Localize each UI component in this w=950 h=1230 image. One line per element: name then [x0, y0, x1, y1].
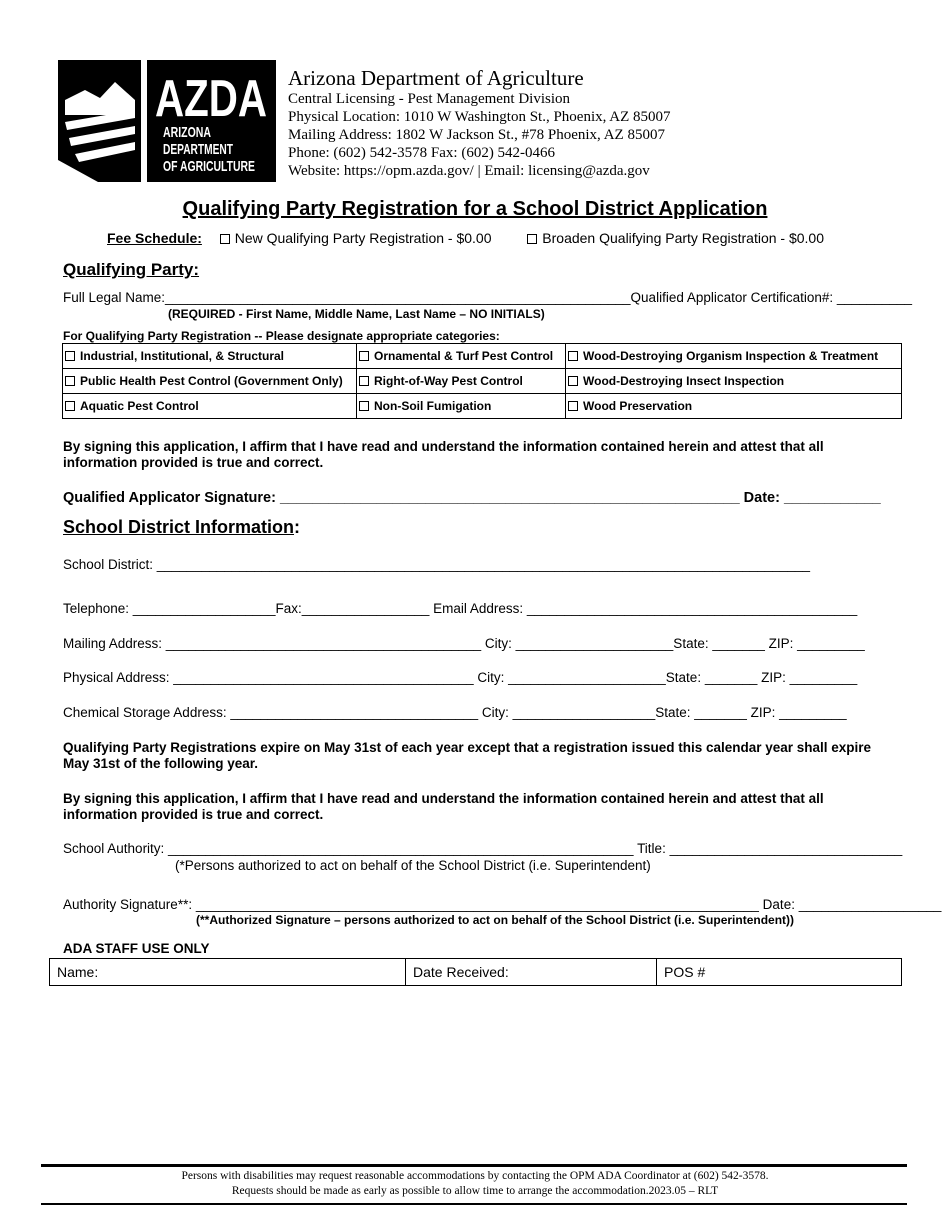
svg-text:OF AGRICULTURE: OF AGRICULTURE: [163, 158, 255, 175]
category-option[interactable]: Wood Preservation: [566, 394, 902, 419]
checkbox-icon[interactable]: [65, 351, 75, 361]
footer-divider-top: [41, 1164, 907, 1167]
school-district-heading: School District Information:: [63, 517, 301, 537]
authority-signature-note: (**Authorized Signature – persons authorized to act on behalf of the School District (i.e. Superintendent)): [196, 913, 795, 927]
footer-line-1: Persons with disabilities may request reasonable accommodations by contacting the OPM ADA Coordinator at (602) 542-3578.: [181, 1170, 769, 1182]
mailing-address-field[interactable]: Mailing Address: __________________________________________ City: _____________________State: _______ ZIP: _________: [63, 636, 865, 651]
division: Central Licensing - Pest Management Division: [288, 91, 571, 107]
authority-signature-field[interactable]: Authority Signature**: ___________________________________________________________________________ Date: ___________________: [63, 897, 942, 912]
staff-use-table: [49, 958, 902, 986]
fee-schedule-label: Fee Schedule:: [107, 230, 202, 246]
sd-affirmation: By signing this application, I affirm that I have read and understand the information contained herein and attest that all information provided is true and correct.: [63, 791, 824, 822]
staff-pos-cell[interactable]: POS #: [657, 959, 902, 986]
checkbox-icon[interactable]: [568, 401, 578, 411]
category-option[interactable]: Aquatic Pest Control: [63, 394, 357, 419]
qp-affirmation: By signing this application, I affirm that I have read and understand the information contained herein and attest that all information provided is true and correct.: [63, 439, 824, 470]
qa-signature-field[interactable]: : _________________________________________________________ Date: ____________: [271, 490, 881, 506]
telephone-fax-email-field[interactable]: Telephone: ___________________Fax:_________________ Email Address: ____________________________________________: [63, 601, 858, 616]
svg-text:ARIZONA: ARIZONA: [163, 124, 212, 141]
website-email: Website: https://opm.azda.gov/ | Email: licensing@azda.gov: [288, 163, 650, 179]
category-option[interactable]: Ornamental & Turf Pest Control: [357, 344, 566, 369]
physical-location: Physical Location: 1010 W Washington St., Phoenix, AZ 85007: [288, 109, 671, 125]
checkbox-icon[interactable]: [359, 351, 369, 361]
qualifying-party-heading: Qualifying Party:: [63, 260, 200, 279]
checkbox-icon[interactable]: [527, 234, 537, 244]
qa-signature-label: Qualified Applicator Signature: [63, 490, 272, 506]
checkbox-icon[interactable]: [568, 376, 578, 386]
svg-text:AZDA: AZDA: [155, 70, 267, 128]
school-authority-note: (*Persons authorized to act on behalf of the School District (i.e. Superintendent): [175, 858, 651, 873]
svg-text:DEPARTMENT: DEPARTMENT: [163, 141, 233, 158]
phone-fax: Phone: (602) 542-3578 Fax: (602) 542-0466: [288, 145, 556, 161]
footer-divider-bottom: [41, 1203, 907, 1205]
physical-address-field[interactable]: Physical Address: ________________________________________ City: _____________________State: _______ ZIP: _________: [63, 670, 858, 685]
category-table: [62, 343, 902, 419]
staff-name-cell[interactable]: Name:: [50, 959, 406, 986]
fee-schedule: [107, 230, 824, 246]
full-legal-name-field[interactable]: Full Legal Name:______________________________________________________________Qualified Applicator Certification#: __________: [63, 290, 912, 305]
category-row: [63, 344, 902, 369]
staff-date-received-cell[interactable]: Date Received:: [406, 959, 657, 986]
category-row: [63, 369, 902, 394]
category-option[interactable]: Right-of-Way Pest Control: [357, 369, 566, 394]
mailing-address: Mailing Address: 1802 W Jackson St., #78 Phoenix, AZ 85007: [288, 127, 665, 143]
categories-intro: For Qualifying Party Registration -- Please designate appropriate categories:: [63, 329, 500, 343]
fee-option-new[interactable]: New Qualifying Party Registration - $0.00: [220, 230, 492, 246]
checkbox-icon[interactable]: [359, 376, 369, 386]
checkbox-icon[interactable]: [220, 234, 230, 244]
category-option[interactable]: Wood-Destroying Insect Inspection: [566, 369, 902, 394]
table-row: [50, 959, 902, 986]
checkbox-icon[interactable]: [65, 401, 75, 411]
school-authority-field[interactable]: School Authority: ______________________________________________________________ Title: _______________________________: [63, 841, 903, 856]
checkbox-icon[interactable]: [568, 351, 578, 361]
name-requirement-note: (REQUIRED - First Name, Middle Name, Last Name – NO INITIALS): [168, 307, 545, 321]
checkbox-icon[interactable]: [359, 401, 369, 411]
staff-use-heading: ADA STAFF USE ONLY: [63, 941, 210, 956]
category-option[interactable]: Wood-Destroying Organism Inspection & Treatment: [566, 344, 902, 369]
agency-name: Arizona Department of Agriculture: [288, 66, 584, 90]
chemical-storage-address-field[interactable]: Chemical Storage Address: _________________________________ City: ___________________State: _______ ZIP: _________: [63, 705, 847, 720]
footer-line-2: Requests should be made as early as possible to allow time to arrange the accommodation.2023.05 – RLT: [231, 1185, 719, 1197]
category-option[interactable]: Industrial, Institutional, & Structural: [63, 344, 357, 369]
fee-option-broaden[interactable]: Broaden Qualifying Party Registration - $0.00: [527, 230, 824, 246]
qa-signature-line[interactable]: [63, 490, 881, 506]
school-district-field[interactable]: School District: _______________________________________________________________________________________: [63, 557, 810, 572]
category-option[interactable]: Public Health Pest Control (Government Only): [63, 369, 357, 394]
form-title: Qualifying Party Registration for a School District Application: [182, 198, 768, 220]
category-row: [63, 394, 902, 419]
azda-logo: [55, 60, 276, 182]
checkbox-icon[interactable]: [65, 376, 75, 386]
category-option[interactable]: Non-Soil Fumigation: [357, 394, 566, 419]
expiration-notice: Qualifying Party Registrations expire on May 31st of each year except that a registration issued this calendar year shall expire May 31st of the following year.: [63, 740, 872, 771]
